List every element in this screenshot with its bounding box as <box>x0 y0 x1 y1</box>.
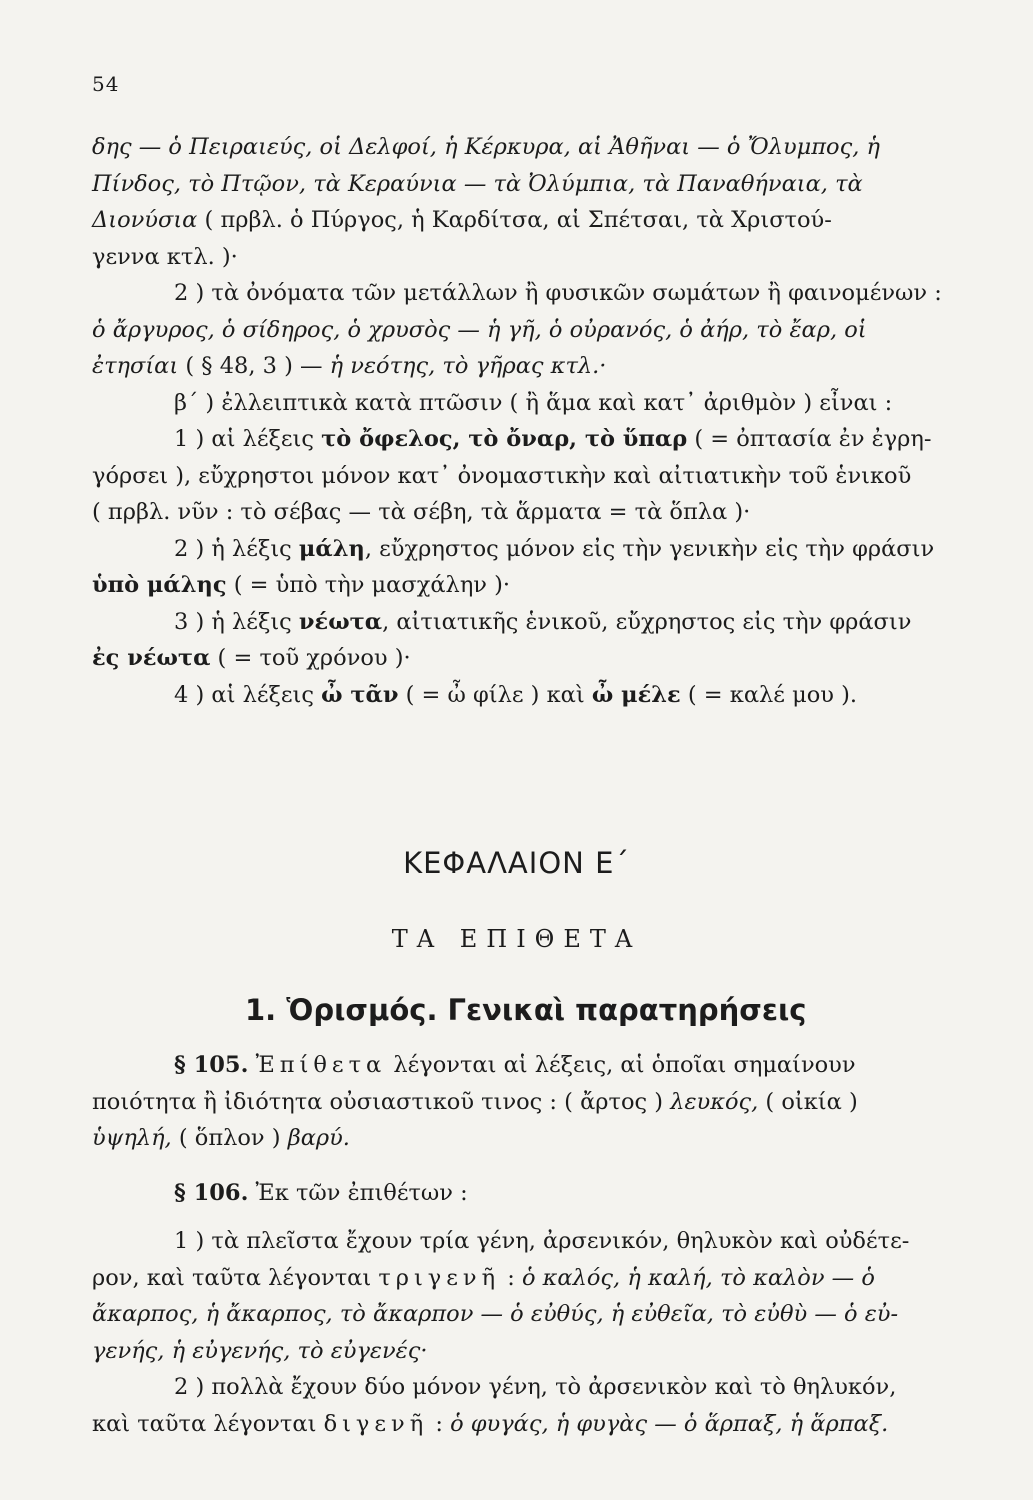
text-line <box>92 641 970 676</box>
text-line <box>92 532 970 567</box>
text-run: βαρύ. <box>287 1125 350 1151</box>
text-run: ρον, καὶ ταῦτα λέγονται <box>92 1264 379 1291</box>
text-run: 3 ) ἡ λέξις <box>174 608 299 635</box>
text-line <box>92 568 970 603</box>
text-line <box>92 1407 970 1442</box>
text-line <box>92 203 970 238</box>
text-run: ( = ὦ φίλε ) καὶ <box>398 681 592 708</box>
text-line: δης — ὁ Πειραιεύς, οἱ Δελφοί, ἡ Κέρκυρα, αἱ Ἀθῆναι — ὁ Ὄλυμπος, ἡ <box>92 134 880 160</box>
text-run: καὶ ταῦτα λέγονται <box>92 1410 324 1437</box>
bold-term: ὦ τᾶν <box>321 681 399 708</box>
paragraph-number: § 106. <box>174 1179 249 1206</box>
top-text-block <box>92 130 970 714</box>
spaced-term: διγενῆ <box>323 1410 429 1437</box>
text-line: ἄκαρπος, ἡ ἄκαρπος, τὸ ἄκαρπον — ὁ εὐθύς, ἡ εὐθεῖα, τὸ εὐθὺ — ὁ εὐ- <box>92 1301 899 1327</box>
text-line <box>92 1085 970 1120</box>
bold-term: ἐς νέωτα <box>92 645 211 671</box>
text-run: λευκός, <box>670 1088 759 1115</box>
text-run: Διονύσια <box>92 207 198 233</box>
text-run: ποιότητα ἢ ἰδιότητα οὐσιαστικοῦ τινος : ( ἄρτος ) <box>92 1088 671 1115</box>
text-run: 4 ) αἱ λέξεις <box>174 681 322 708</box>
text-line <box>92 1261 970 1296</box>
text-run: ὑψηλή, <box>92 1125 172 1151</box>
text-line <box>92 1176 970 1211</box>
text-line <box>92 422 970 457</box>
text-run: λέγονται αἱ λέξεις, αἱ ὁποῖαι σημαίνουν <box>386 1052 856 1078</box>
text-run: ( πρβλ. ὁ Πύργος, ἡ Καρδίτσα, αἱ Σπέτσαι, τὰ Χριστού- <box>197 207 832 233</box>
text-run: 2 ) ἡ λέξις <box>174 535 299 562</box>
text-line: Πίνδος, τὸ Πτῷον, τὰ Κεραύνια — τὰ Ὀλύμπια, τὰ Παναθήναια, τὰ <box>92 170 863 197</box>
text-line <box>92 605 970 640</box>
chapter-title: ΚΕΦΑΛΑΙΟΝ Ε΄ <box>403 846 630 880</box>
text-line: β΄ ) ἐλλειπτικὰ κατὰ πτῶσιν ( ἢ ἅμα καὶ κατ᾽ ἀριθμὸν ) εἶναι : <box>174 389 893 416</box>
text-run: ὁ καλός, ἡ καλή, τὸ καλὸν — ὁ <box>521 1264 875 1291</box>
text-line: 1 ) τὰ πλεῖστα ἔχουν τρία γένη, ἀρσενικόν, θηλυκὸν καὶ οὐδέτε- <box>174 1228 910 1254</box>
text-line <box>92 1121 970 1156</box>
text-run: , αἰτιατικῆς ἑνικοῦ, εὔχρηστος εἰς τὴν φράσιν <box>382 608 912 635</box>
text-run: ἐτησίαι <box>92 353 179 379</box>
text-line: 2 ) τὰ ὀνόματα τῶν μετάλλων ἢ φυσικῶν σωμάτων ἢ φαινομένων : <box>174 280 942 306</box>
bold-term: ὑπὸ μάλης <box>92 572 227 598</box>
text-run: 1 ) αἱ λέξεις <box>174 426 322 452</box>
spaced-term: τριγενῆ <box>378 1264 501 1291</box>
text-run: Ἐκ τῶν ἐπιθέτων : <box>248 1179 468 1206</box>
text-run: ( = ὑπὸ τὴν μασχάλην )· <box>226 572 511 598</box>
text-run: ( = ὀπτασία ἐν ἐγρη- <box>687 426 932 452</box>
section-text-block <box>92 1048 970 1443</box>
text-run: ( = τοῦ χρόνου )· <box>210 645 411 671</box>
text-run: ( = καλέ μου ). <box>680 681 858 708</box>
text-line <box>92 1048 970 1083</box>
text-run: ( οἰκία ) <box>758 1088 858 1115</box>
text-line: ὁ ἄργυρος, ὁ σίδηρος, ὁ χρυσὸς — ἡ γῆ, ὁ οὐρανός, ὁ ἀήρ, τὸ ἔαρ, οἱ <box>92 316 867 343</box>
text-line: ( πρβλ. νῦν : τὸ σέβας — τὰ σέβη, τὰ ἅρματα = τὰ ὅπλα )· <box>92 499 751 525</box>
text-run: ἡ νεότης, τὸ γῆρας κτλ.· <box>329 353 607 379</box>
bold-term: νέωτα <box>298 608 383 635</box>
text-run: , εὔχρηστος μόνον εἰς τὴν γενικὴν εἰς τὴν φράσιν <box>364 535 935 562</box>
page-number: 54 <box>92 72 120 96</box>
text-run: ( § 48, 3 ) — <box>178 353 330 379</box>
bold-term: ὦ μέλε <box>591 681 681 708</box>
text-line: 2 ) πολλὰ ἔχουν δύο μόνον γένη, τὸ ἀρσενικὸν καὶ τὸ θηλυκόν, <box>174 1374 897 1400</box>
text-line: γεννα κτλ. )· <box>92 243 238 270</box>
text-run: : <box>428 1410 451 1437</box>
paragraph-number: § 105. <box>174 1052 249 1078</box>
spaced-term: Ἐπίθετα <box>255 1052 387 1078</box>
text-line <box>92 678 970 713</box>
text-line: γενής, ἡ εὐγενής, τὸ εὐγενές· <box>92 1337 428 1364</box>
chapter-subtitle: ΤΑ ΕΠΙΘΕΤΑ <box>391 925 642 953</box>
text-line <box>92 349 970 384</box>
text-run: ὁ φυγάς, ἡ φυγὰς — ὁ ἅρπαξ, ἡ ἅρπαξ. <box>450 1410 889 1437</box>
text-line: γόρσει ), εὔχρηστοι μόνον κατ᾽ ὀνομαστικὴν καὶ αἰτιατικὴν τοῦ ἑνικοῦ <box>92 462 912 489</box>
bold-term: τὸ ὄφελος, τὸ ὄναρ, τὸ ὕπαρ <box>321 426 688 452</box>
text-run: ( ὅπλον ) <box>171 1125 288 1151</box>
section-heading: 1. Ὁρισμός. Γενικαὶ παρατηρήσεις <box>245 993 807 1027</box>
bold-term: μάλη <box>298 535 365 562</box>
text-run: : <box>500 1264 522 1291</box>
